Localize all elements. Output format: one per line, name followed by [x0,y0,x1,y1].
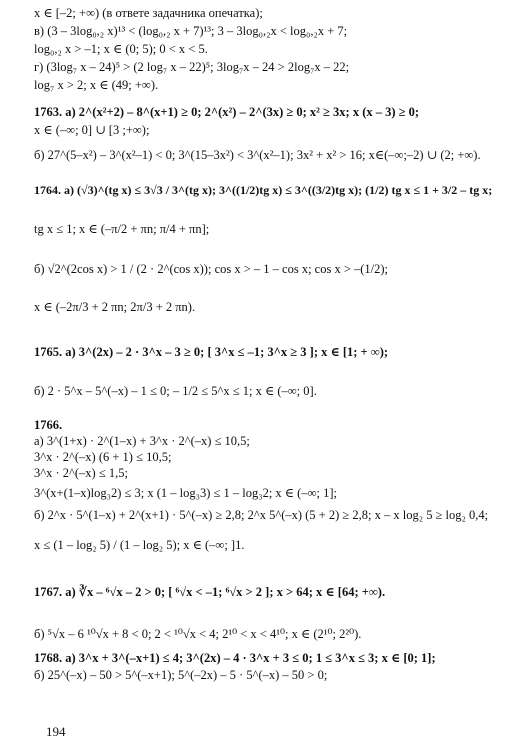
text-line: г) (3log₇ x – 24)⁵ > (2 log₇ x – 22)⁵; 3log₇x – 24 > 2log₇x – 22; [34,60,350,74]
text-line: x ≤ (1 – log₂ 5) / (1 – log₂ 5); x ∈ (–∞; ]1. [34,538,245,552]
text-line: 3^x · 2^(–x) (6 + 1) ≤ 10,5; [34,450,172,464]
text-line: а) 3^(1+x) · 2^(1–x) + 3^x · 2^(–x) ≤ 10,5; [34,434,250,448]
problem-1768a: 1768. а) 3^x + 3^(–x+1) ≤ 4; 3^(2x) – 4 · 3^x + 3 ≤ 0; 1 ≤ 3^x ≤ 3; x ∈ [0; 1]; [34,651,436,665]
problem-1767b: б) ⁵√x – 6 ¹⁰√x + 8 < 0; 2 < ¹⁰√x < 4; 2¹⁰ < x < 4¹⁰; x ∈ (2¹⁰; 2²⁰). [34,627,362,641]
problem-1765b: б) 2 · 5^x – 5^(–x) – 1 ≤ 0; – 1/2 ≤ 5^x ≤ 1; x ∈ (–∞; 0]. [34,384,317,398]
text-line: x ∈ (–2π/3 + 2 πn; 2π/3 + 2 πn). [34,300,196,314]
problem-1763b: б) 27^(5–x²) – 3^(x²–1) < 0; 3^(15–3x²) < 3^(x²–1); 3x² + x² > 16; x∈(–∞;–2) ∪ (2; +∞). [34,148,481,162]
problem-1765a: 1765. а) 3^(2x) – 2 · 3^x – 3 ≥ 0; [ 3^x ≤ –1; 3^x ≥ 3 ]; x ∈ [1; + ∞); [34,345,389,359]
problem-1768b: б) 25^(–x) – 50 > 5^(–x+1); 5^(–2x) – 5 · 5^(–x) – 50 > 0; [34,668,328,682]
problem-1766-heading: 1766. [34,418,63,432]
text-line: x ∈ [–2; +∞) (в ответе задачника опечатка); [34,6,263,20]
text-line: x ∈ (–∞; 0] ∪ [3 ;+∞); [34,123,150,137]
problem-1767a: 1767. а) ∛x – ⁶√x – 2 > 0; [ ⁶√x < –1; ⁶√x > 2 ]; x > 64; x ∈ [64; +∞). [34,585,386,599]
problem-1764b: б) √2^(2cos x) > 1 / (2 · 2^(cos x)); cos x > – 1 – cos x; cos x > –(1/2); [34,262,389,276]
text-line: 3^x · 2^(–x) ≤ 1,5; [34,466,128,480]
problem-1764a: 1764. а) (√3)^(tg x) ≤ 3√3 / 3^(tg x); 3^((1/2)tg x) ≤ 3^((3/2)tg x); (1/2) tg x ≤ 1 + 3/2 – tg x; [34,183,493,197]
text-line: 3^(x+(1–x)log₃2) ≤ 3; x (1 – log₃3) ≤ 1 – log₃2; x ∈ (–∞; 1]; [34,486,337,500]
page-number: 194 [46,724,66,739]
text-line: в) (3 – 3log₀,₂ x)¹³ < (log₀,₂ x + 7)¹³; 3 – 3log₀,₂x < log₀,₂x + 7; [34,24,348,38]
text-line: log₀,₂ x > –1; x ∈ (0; 5); 0 < x < 5. [34,42,208,56]
text-line: log₇ x > 2; x ∈ (49; +∞). [34,78,159,92]
problem-1763a: 1763. а) 2^(x²+2) – 8^(x+1) ≥ 0; 2^(x²) – 2^(3x) ≥ 0; x² ≥ 3x; x (x – 3) ≥ 0; [34,105,420,119]
text-line: б) 2^x · 5^(1–x) + 2^(x+1) · 5^(–x) ≥ 2,8; 2^x 5^(–x) (5 + 2) ≥ 2,8; x – x log₂ 5 ≥ log₂ 0,4; [34,508,489,522]
text-line: tg x ≤ 1; x ∈ (–π/2 + πn; π/4 + πn]; [34,222,210,236]
